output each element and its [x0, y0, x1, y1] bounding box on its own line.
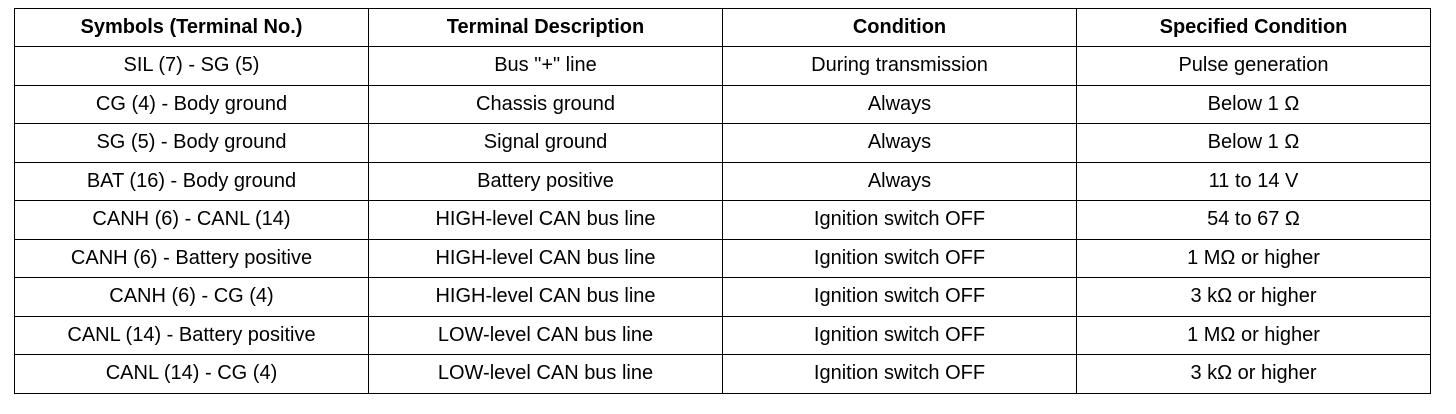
terminal-spec-table	[14, 8, 1431, 394]
header-symbols: Symbols (Terminal No.)	[15, 9, 369, 47]
cell-condition: Always	[723, 85, 1077, 124]
cell-terminal-description: HIGH-level CAN bus line	[369, 278, 723, 317]
table-row	[15, 316, 1431, 355]
cell-symbols: SG (5) - Body ground	[15, 124, 369, 163]
cell-condition: Ignition switch OFF	[723, 316, 1077, 355]
cell-specified-condition: 1 MΩ or higher	[1077, 316, 1431, 355]
cell-specified-condition: 54 to 67 Ω	[1077, 201, 1431, 240]
cell-symbols: SIL (7) - SG (5)	[15, 47, 369, 86]
cell-terminal-description: LOW-level CAN bus line	[369, 355, 723, 394]
table-row	[15, 355, 1431, 394]
cell-symbols: CANL (14) - CG (4)	[15, 355, 369, 394]
table-row	[15, 85, 1431, 124]
cell-terminal-description: LOW-level CAN bus line	[369, 316, 723, 355]
cell-terminal-description: HIGH-level CAN bus line	[369, 201, 723, 240]
cell-specified-condition: 1 MΩ or higher	[1077, 239, 1431, 278]
cell-terminal-description: Battery positive	[369, 162, 723, 201]
terminal-spec-table-container	[14, 8, 1430, 394]
cell-condition: Always	[723, 162, 1077, 201]
cell-symbols: CANH (6) - Battery positive	[15, 239, 369, 278]
table-row	[15, 47, 1431, 86]
cell-specified-condition: Below 1 Ω	[1077, 85, 1431, 124]
table-row	[15, 201, 1431, 240]
table-row	[15, 278, 1431, 317]
cell-specified-condition: 3 kΩ or higher	[1077, 278, 1431, 317]
table-row	[15, 239, 1431, 278]
cell-symbols: CG (4) - Body ground	[15, 85, 369, 124]
cell-symbols: CANH (6) - CANL (14)	[15, 201, 369, 240]
cell-condition: Always	[723, 124, 1077, 163]
cell-symbols: CANL (14) - Battery positive	[15, 316, 369, 355]
header-specified-condition: Specified Condition	[1077, 9, 1431, 47]
table-row	[15, 162, 1431, 201]
cell-condition: Ignition switch OFF	[723, 201, 1077, 240]
cell-condition: Ignition switch OFF	[723, 355, 1077, 394]
table-row	[15, 124, 1431, 163]
cell-symbols: BAT (16) - Body ground	[15, 162, 369, 201]
cell-condition: During transmission	[723, 47, 1077, 86]
cell-terminal-description: Bus "+" line	[369, 47, 723, 86]
cell-terminal-description: Chassis ground	[369, 85, 723, 124]
header-condition: Condition	[723, 9, 1077, 47]
table-header-row	[15, 9, 1431, 47]
cell-condition: Ignition switch OFF	[723, 239, 1077, 278]
cell-specified-condition: 11 to 14 V	[1077, 162, 1431, 201]
cell-specified-condition: Below 1 Ω	[1077, 124, 1431, 163]
cell-symbols: CANH (6) - CG (4)	[15, 278, 369, 317]
cell-terminal-description: Signal ground	[369, 124, 723, 163]
cell-terminal-description: HIGH-level CAN bus line	[369, 239, 723, 278]
cell-specified-condition: Pulse generation	[1077, 47, 1431, 86]
cell-condition: Ignition switch OFF	[723, 278, 1077, 317]
header-terminal-description: Terminal Description	[369, 9, 723, 47]
cell-specified-condition: 3 kΩ or higher	[1077, 355, 1431, 394]
